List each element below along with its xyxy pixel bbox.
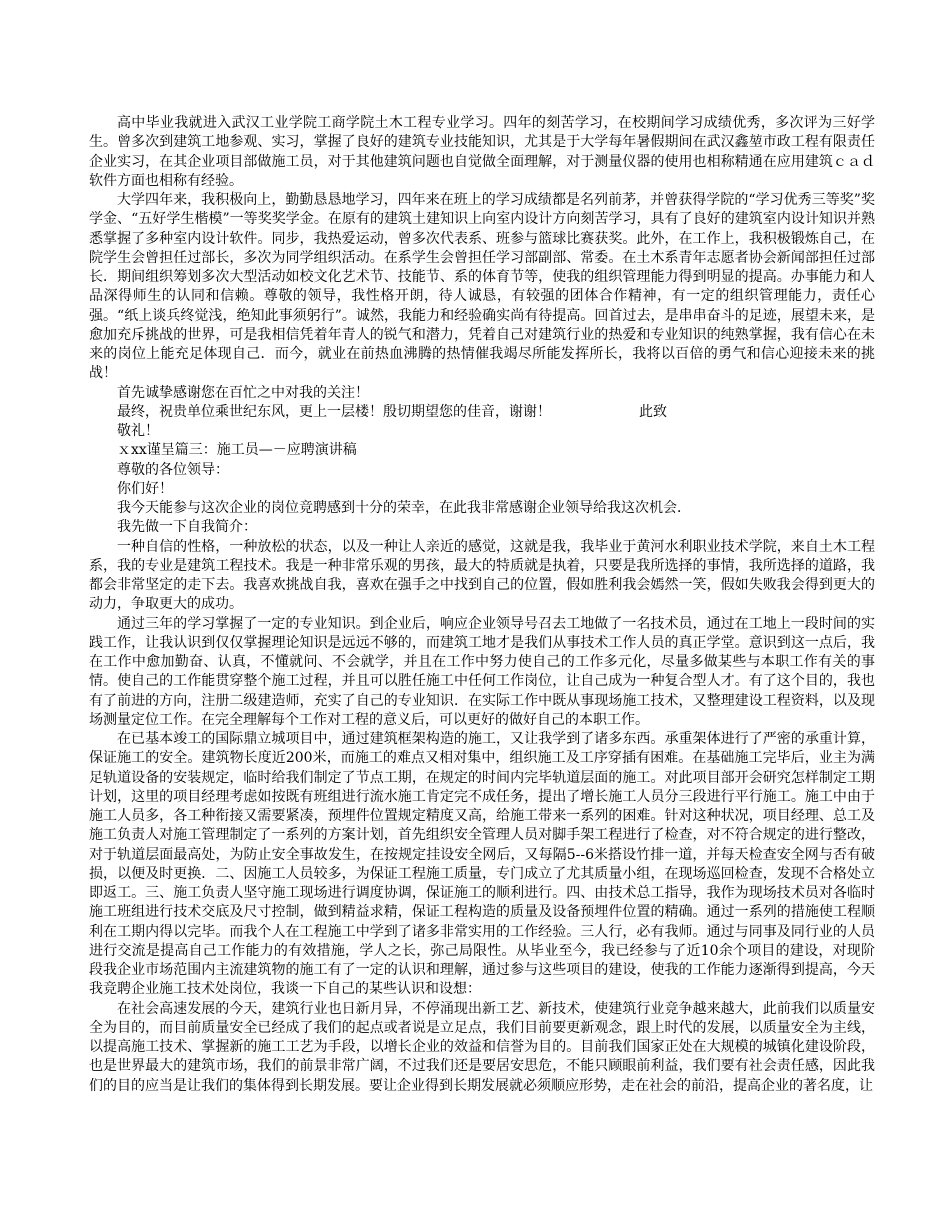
paragraph-self-intro: 一种自信的性格，一种放松的状态，以及一种让人亲近的感觉，这就是我，我毕业于黄河水利职业技术学院，来自土木工程系，我的专业是建筑工程技术。我是一种非常乐观的男孩，最大的特质就是执着，只要是我所选择的事情，我所选择的道路，我都会非常坚定的走下去。我喜欢挑战自我，喜欢在强手之中找到自己的位置，假如胜利我会嫣然一笑，假如失败我会得到更大的动力，争取更大的成功。 xyxy=(89,538,875,613)
closing-line xyxy=(89,403,875,422)
paragraph-experience: 通过三年的学习掌握了一定的专业知识。到企业后，响应企业领导号召去工地做了一名技术员，通过在工地上一段时间的实践工作，让我认识到仅仅掌握理论知识是远远不够的，而建筑工地才是我们从事技术工作人员的真正学堂。意识到这一点后，我在工作中愈加勤奋、认真，不懂就问、不会就学，并且在工作中努力使自己的工作多元化，尽量多做某些与本职工作有关的事情。使自己的工作能贯穿整个施工过程，并且可以胜任施工中任何工作岗位，让自己成为一种复合型人才。有了这个目的，我也有了前进的方向，注册二级建造师，充实了自己的专业知识．在实际工作中既从事现场施工技术，又整理建设工程资料，以及现场测量定位工作。在完全理解每个工作对工程的意义后，可以更好的做好自己的本职工作。 xyxy=(89,615,875,728)
paragraph-university: 大学四年来，我积极向上，勤勤恳恳地学习，四年来在班上的学习成绩都是名列前茅，并曾获得学院的“学习优秀三等奖”奖学金、“五好学生楷模”一等奖奖学金。在原有的建筑土建知识上向室内设计方向刻苦学习，具有了良好的建筑室内设计知识并熟悉掌握了多种室内设计软件。同步，我热爱运动，曾多次代表系、班参与篮球比赛获奖。此外，在工作上，我积极锻炼自己，在院学生会曾担任过部长，多次为同学组织活动。在系学生会曾担任学习部副部、常委。在土木系青年志愿者协会新闻部担任过部长．期间组织筹划多次大型活动如校文化艺术节、技能节、系的体育节等，使我的组织管理能力得到明显的提高。办事能力和人品深得师生的认同和信赖。尊敬的领导，我性格开朗，待人诚恳，有较强的团体合作精神，有一定的组织管理能力，责任心强。“纸上谈兵终觉浅，绝知此事须躬行”。诚然，我能力和经验确实尚有待提高。回首过去，是串串奋斗的足迹，展望未来，是愈加充斥挑战的世界，可是我相信凭着年青人的锐气和潜力，凭着自己对建筑行业的热爱和专业知识的纯熟掌握，我有信心在未来的岗位上能充足体现自己．而今，就业在前热血沸腾的热情催我竭尽所能发挥所长，我将以百倍的勇气和信心迎接未来的挑战！ xyxy=(89,192,875,382)
paragraph-intro-lead: 我先做一下自我简介： xyxy=(117,519,257,536)
section-title: ｘxx谨呈篇三：施工员—－应聘演讲稿 xyxy=(117,442,357,459)
closing-cizhi: 此致 xyxy=(639,403,667,420)
paragraph-opportunity: 我今天能参与这次企业的岗位竞聘感到十分的荣幸，在此我非常感谢企业领导给我这次机会． xyxy=(117,500,691,516)
greeting: 尊敬的各位领导： xyxy=(117,461,229,478)
hello: 你们好！ xyxy=(117,480,173,497)
document-body xyxy=(89,114,875,1096)
closing-salute: 敬礼！ xyxy=(117,423,159,439)
paragraph-project: 在已基本竣工的国际鼎立城项目中，通过建筑框架构造的施工，又让我学到了诸多东西。承重架体进行了严密的承重计算，保证施工的安全。建筑物长度近200米，而施工的难点又相对集中，组织施工及工序穿插有困难。在基础施工完毕后，业主为满足轨道设备的安装规定，临时给我们制定了节点工期，在规定的时间内完毕轨道层面的施工。对此项目部开会研究怎样制定工期计划，这里的项目经理考虑如按既有班组进行流水施工肯定完不成任务，提出了增长施工人员分三段进行平行施工。施工中由于施工人员多，各工种衔接又需要紧凑，预埋件位置规定精度又高，给施工带来一系列的困难。针对这种状况，项目经理、总工及施工负责人对施工管理制定了一系列的方案计划，首先组织安全管理人员对脚手架工程进行了检查，对不符合规定的进行整改，对于轨道层面最高处，为防止安全事故发生，在按规定挂设安全网后，又每隔5--6米搭设竹排一道，并每天检查安全网与否有破损，以便及时更换．二、因施工人员较多，为保证工程施工质量，专门成立了尤其质量小组，在现场巡回检查，发现不合格处立即返工。三、施工负责人坚守施工现场进行调度协调，保证施工的顺利进行。四、由技术总工指导，我作为现场技术员对各临时施工班组进行技术交底及尺寸控制，做到精益求精，保证工程构造的质量及设备预埋件位置的精确。通过一系列的措施使工程顺利在工期内得以完毕。而我个人在工程施工中学到了诸多非常实用的工作经验。三人行，必有我师。通过与同事及同行业的人员进行交流是提高自己工作能力的有效措施，学人之长，弥己局限性。从毕业至今，我已经参与了近10余个项目的建设，对现阶段我企业市场范围内主流建筑物的施工有了一定的认识和理解，通过参与这些项目的建设，使我的工作能力逐渐得到提高，今天我竞聘企业施工技术处岗位，我谈一下自己的某些认识和设想： xyxy=(89,731,875,998)
paragraph-outlook: 在社会高速发展的今天，建筑行业也日新月异，不停涌现出新工艺、新技术，使建筑行业竞争越来越大，此前我们以质量安全为目的，而目前质量安全已经成了我们的起点或者说是立足点，我们目前要更新观念，跟上时代的发展，以质量安全为主线，以提高施工技术、掌握新的施工工艺为手段，以增长企业的效益和信誉为目的。目前我们国家正处在大规模的城镇化建设阶段，也是世界最大的建筑市场，我们的前景非常广阔，不过我们还是要居安思危，不能只顾眼前利益，我们要有社会责任感，因此我们的目的应当是让我们的集体得到长期发展。要让企业得到长期发展就必须顺应形势，走在社会的前沿，提高企业的著名度，让 xyxy=(89,1000,875,1094)
paragraph-thanks: 首先诚挚感谢您在百忙之中对我的关注！ xyxy=(117,384,369,401)
closing-wish: 最终，祝贵单位乘世纪东风，更上一层楼！殷切期望您的佳音，谢谢！ xyxy=(117,403,551,420)
paragraph-education: 高中毕业我就进入武汉工业学院工商学院土木工程专业学习。四年的刻苦学习，在校期间学习成绩优秀，多次评为三好学生。曾多次到建筑工地参观、实习，掌握了良好的建筑专业技能知识，尤其是于大学每年暑假期间在武汉鑫堃市政工程有限责任企业实习，在其企业项目部做施工员，对于其他建筑问题也自觉做全面理解，对于测量仪器的使用也相称精通在应用建筑ｃａｄ软件方面也相称有经验。 xyxy=(89,115,875,189)
